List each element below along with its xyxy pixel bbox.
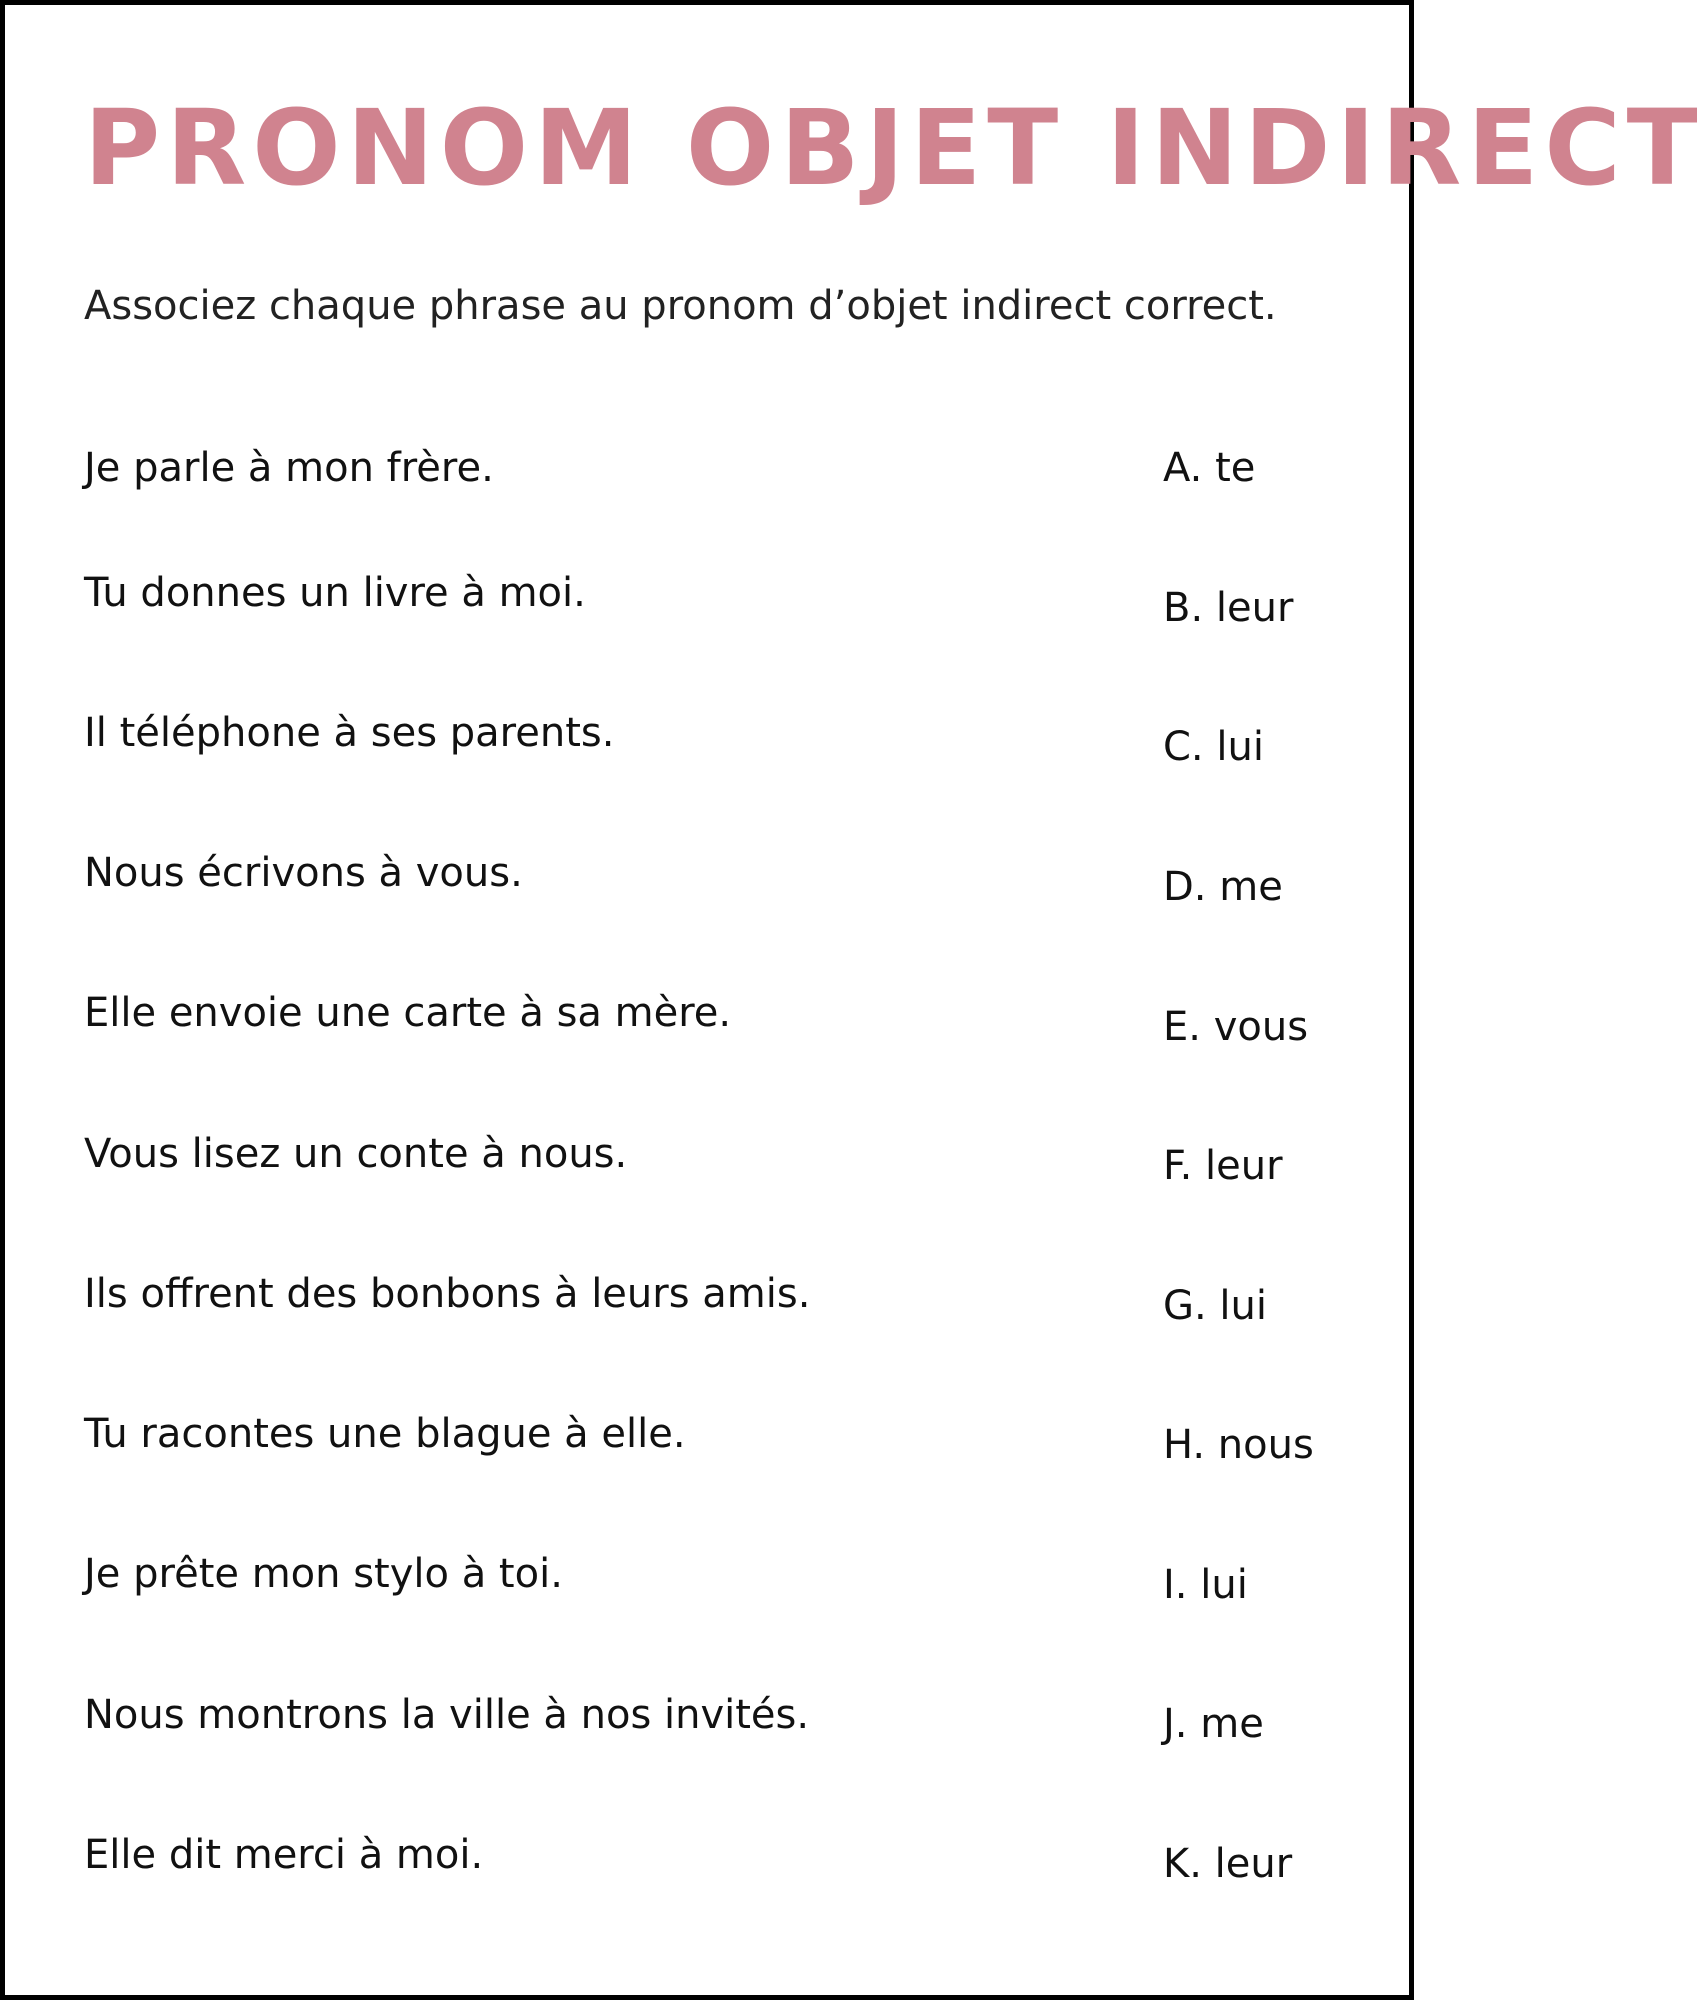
option-e: E. vous	[1163, 1004, 1309, 1050]
option-a: A. te	[1163, 445, 1256, 491]
option-h: H. nous	[1163, 1422, 1314, 1468]
sentence-9: Je prête mon stylo à toi.	[84, 1551, 563, 1597]
option-f: F. leur	[1163, 1143, 1283, 1189]
sentence-4: Nous écrivons à vous.	[84, 850, 523, 896]
sentence-3: Il téléphone à ses parents.	[84, 710, 615, 756]
sentence-5: Elle envoie une carte à sa mère.	[84, 990, 732, 1036]
option-d: D. me	[1163, 864, 1283, 910]
worksheet-title: PRONOM OBJET INDIRECT	[84, 87, 1704, 209]
option-g: G. lui	[1163, 1283, 1268, 1329]
option-i: I. lui	[1163, 1562, 1248, 1608]
instructions: Associez chaque phrase au pronom d’objet indirect correct.	[84, 283, 1277, 329]
option-k: K. leur	[1163, 1841, 1293, 1887]
option-b: B. leur	[1163, 585, 1294, 631]
option-j: J. me	[1163, 1701, 1264, 1747]
sentence-2: Tu donnes un livre à moi.	[84, 570, 586, 616]
sentence-6: Vous lisez un conte à nous.	[84, 1131, 628, 1177]
option-c: C. lui	[1163, 724, 1264, 770]
sentence-1: Je parle à mon frère.	[84, 445, 494, 491]
sentence-10: Nous montrons la ville à nos invités.	[84, 1692, 810, 1738]
sentence-7: Ils offrent des bonbons à leurs amis.	[84, 1271, 811, 1317]
sentence-8: Tu racontes une blague à elle.	[84, 1411, 686, 1457]
sentence-11: Elle dit merci à moi.	[84, 1832, 484, 1878]
